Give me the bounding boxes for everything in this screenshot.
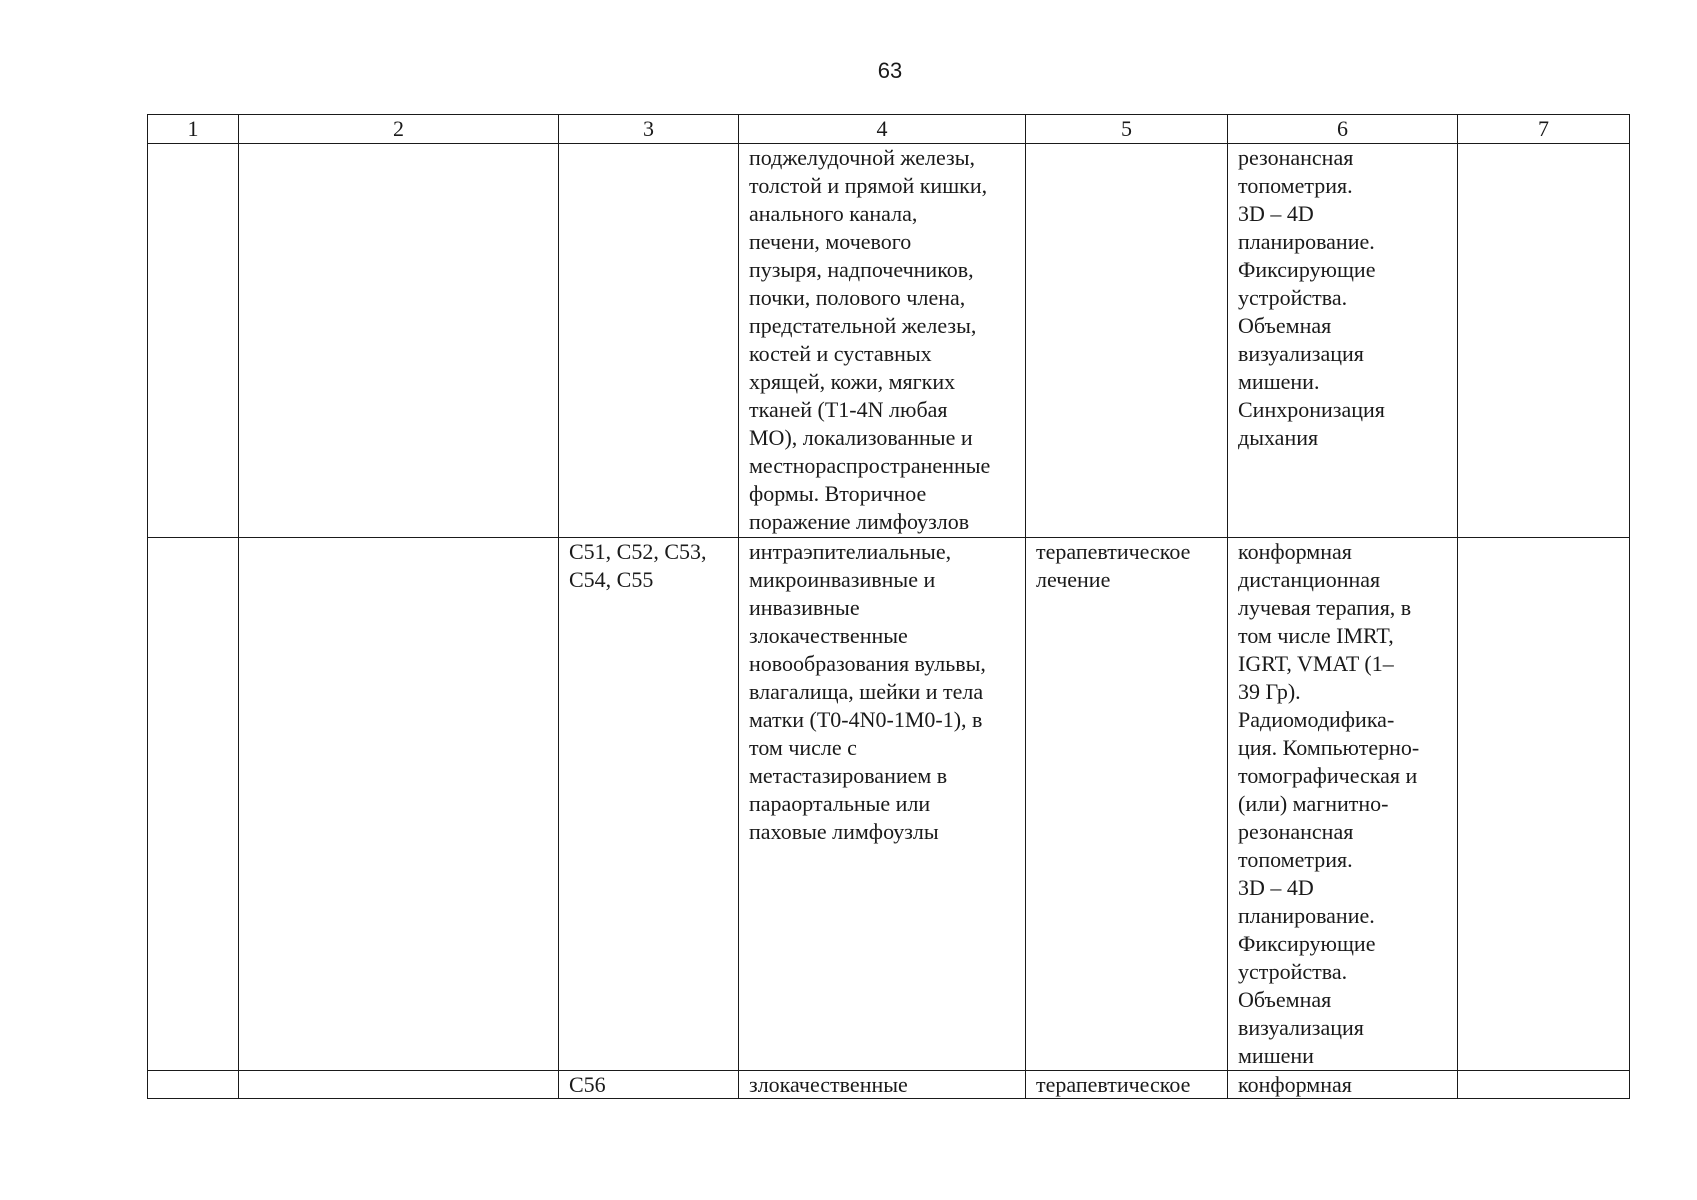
header-cell-6: 6 (1228, 115, 1458, 144)
table-cell (559, 144, 739, 538)
table-cell (1026, 144, 1228, 538)
header-cell-7: 7 (1458, 115, 1630, 144)
table-row (148, 1071, 1630, 1099)
diagnosis-cell: поджелудочной железы, толстой и прямой кишки, анального канала, печени, мочевого пузыря, надпочечников, почки, полового члена, предстательной железы, костей и суставных хрящей, кожи, мягких тканей (T1-4N любая MO), локализованные и местнораспространенные формы. Вторичное поражение лимфоузлов (739, 144, 1026, 538)
header-cell-3: 3 (559, 115, 739, 144)
table-cell (1458, 1071, 1630, 1099)
table-cell (148, 538, 239, 1071)
table-row (148, 538, 1630, 1071)
diagnosis-cell: интраэпителиальные, микроинвазивные и инвазивные злокачественные новообразования вульвы, влагалища, шейки и тела матки (T0-4N0-1M0-1), в том числе с метастазированием в параортальные или паховые лимфоузлы (739, 538, 1026, 1071)
table-row (148, 144, 1630, 538)
table-cell (1458, 144, 1630, 538)
method-cell: конформная (1228, 1071, 1458, 1099)
table-cell (239, 538, 559, 1071)
table-cell (239, 144, 559, 538)
table-header-row (148, 115, 1630, 144)
table-cell (148, 144, 239, 538)
diagnosis-cell: злокачественные (739, 1071, 1026, 1099)
table-cell (239, 1071, 559, 1099)
icd-code-cell: C56 (559, 1071, 739, 1099)
header-cell-1: 1 (148, 115, 239, 144)
table-cell (1458, 538, 1630, 1071)
treatment-table (147, 114, 1630, 1099)
page-number: 63 (877, 58, 903, 83)
header-cell-4: 4 (739, 115, 1026, 144)
method-cell: резонансная топометрия. 3D – 4D планирование. Фиксирующие устройства. Объемная визуализация мишени. Синхронизация дыхания (1228, 144, 1458, 538)
method-cell: конформная дистанционная лучевая терапия, в том числе IMRT, IGRT, VMAT (1– 39 Гр). Радиомодифика- ция. Компьютерно- томографическая и (или) магнитно- резонансная топометрия. 3D – 4D планирование. Фиксирующие устройства. Объемная визуализация мишени (1228, 538, 1458, 1071)
treatment-type-cell: терапевтическое (1026, 1071, 1228, 1099)
icd-code-cell: C51, C52, C53, C54, C55 (559, 538, 739, 1071)
treatment-type-cell: терапевтическое лечение (1026, 538, 1228, 1071)
table-cell (148, 1071, 239, 1099)
header-cell-5: 5 (1026, 115, 1228, 144)
header-cell-2: 2 (239, 115, 559, 144)
